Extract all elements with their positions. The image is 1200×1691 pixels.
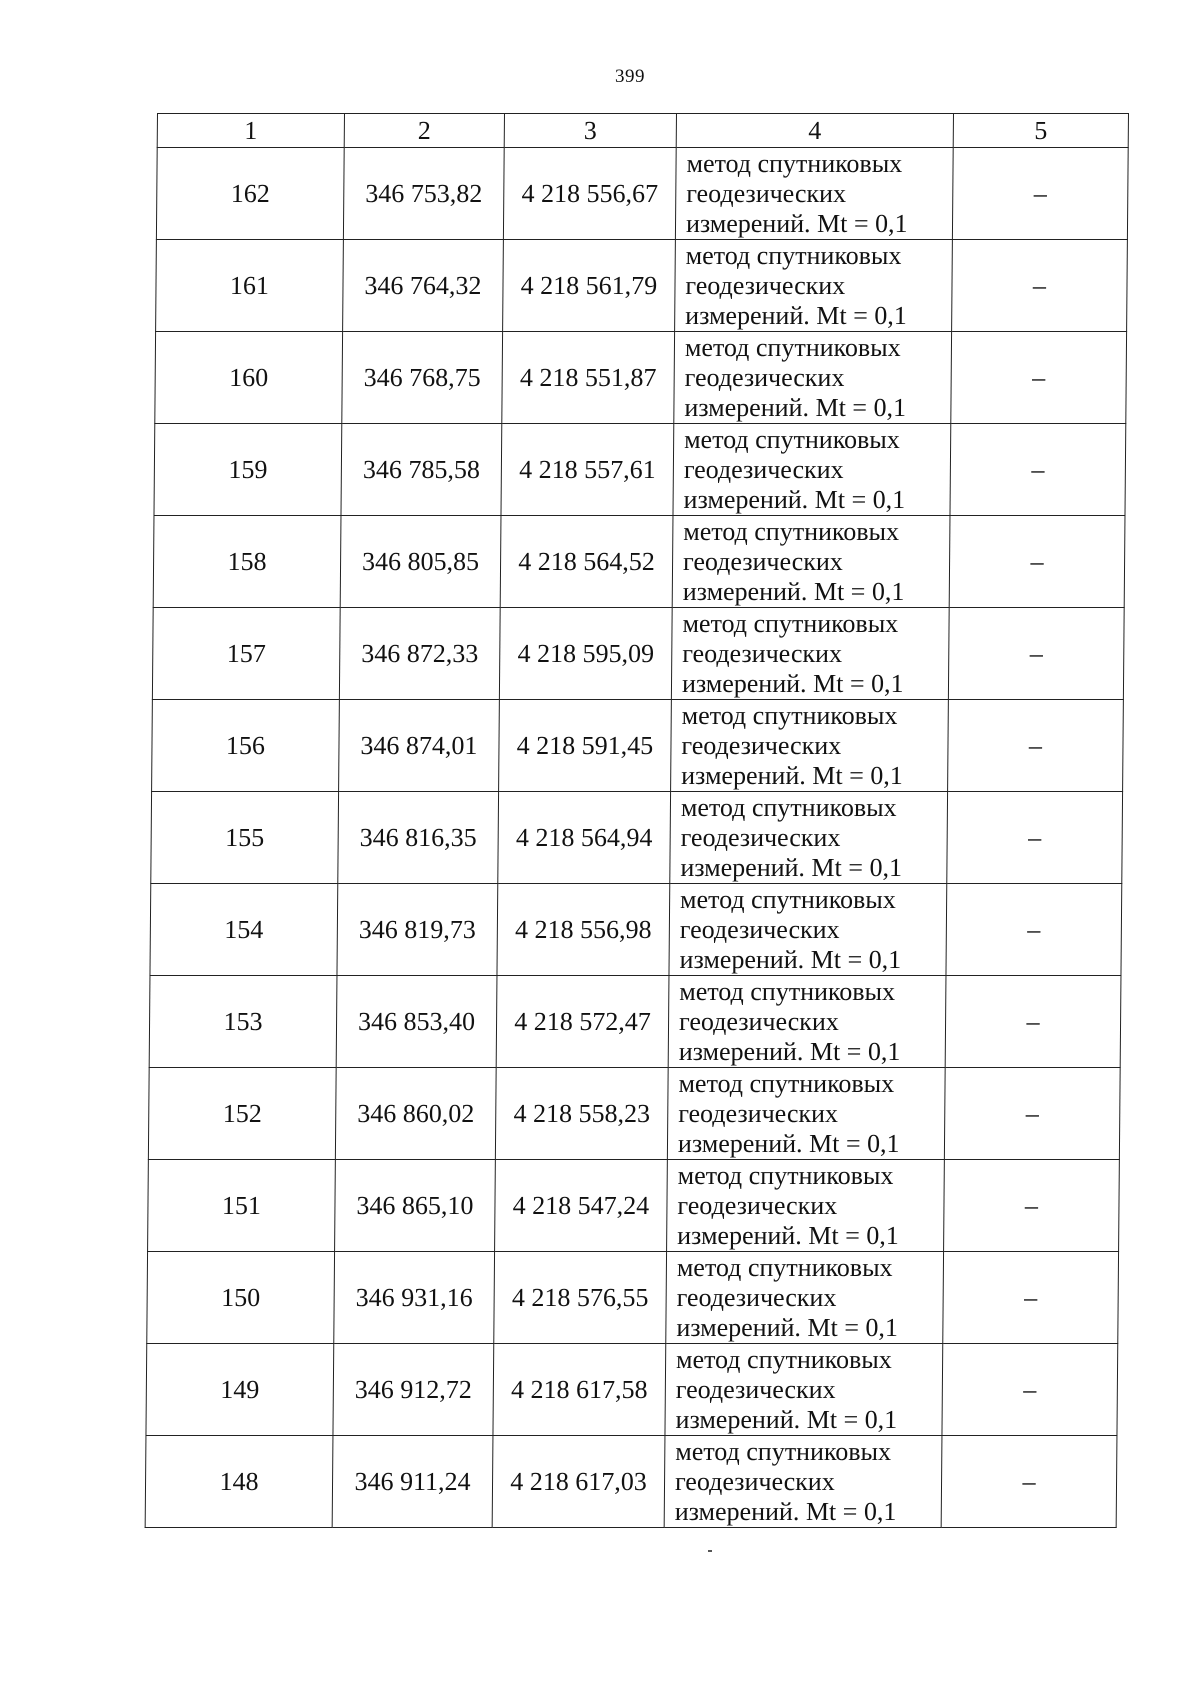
method-line: измерений. Mt = 0,1 <box>681 668 904 698</box>
method-line: метод спутниковых <box>682 608 899 638</box>
method-cell <box>669 884 947 976</box>
table-row <box>146 1344 1118 1436</box>
x-coordinate-cell: 346 785,58 <box>341 424 502 516</box>
method-cell <box>664 1436 942 1528</box>
x-coordinate-cell: 346 768,75 <box>342 332 503 424</box>
method-cell <box>667 1160 945 1252</box>
method-cell <box>665 1344 943 1436</box>
point-number-cell: 152 <box>148 1068 336 1160</box>
method-line: метод спутниковых <box>685 240 902 270</box>
x-coordinate-cell: 346 872,33 <box>339 608 500 700</box>
method-line: измерений. Mt = 0,1 <box>685 300 907 330</box>
y-coordinate-cell: 4 218 564,94 <box>498 792 671 884</box>
table-row <box>156 148 1128 240</box>
method-line: измерений. Mt = 0,1 <box>681 760 903 790</box>
y-coordinate-cell: 4 218 564,52 <box>500 516 673 608</box>
table-row <box>148 1160 1120 1252</box>
method-line: геодезических <box>682 638 843 668</box>
y-coordinate-cell: 4 218 576,55 <box>494 1252 667 1344</box>
method-line: измерений. Mt = 0,1 <box>676 1312 899 1342</box>
method-line: измерений. Mt = 0,1 <box>679 944 902 974</box>
method-line: геодезических <box>677 1190 838 1220</box>
x-coordinate-cell: 346 912,72 <box>333 1344 494 1436</box>
y-coordinate-cell: 4 218 617,03 <box>492 1436 665 1528</box>
point-number-cell: 153 <box>149 976 337 1068</box>
method-line: геодезических <box>679 914 840 944</box>
table-header <box>157 114 1128 148</box>
method-line: геодезических <box>685 270 846 300</box>
method-line: метод спутниковых <box>677 1160 894 1190</box>
x-coordinate-cell: 346 764,32 <box>343 240 504 332</box>
point-number-cell: 155 <box>151 792 339 884</box>
point-number-cell: 148 <box>145 1436 333 1528</box>
point-number-cell: 151 <box>148 1160 336 1252</box>
point-number-cell: 159 <box>154 424 342 516</box>
y-coordinate-cell: 4 218 561,79 <box>503 240 676 332</box>
table-row <box>149 976 1121 1068</box>
method-line: измерений. Mt = 0,1 <box>683 484 906 514</box>
note-cell: – <box>951 332 1127 424</box>
table-row <box>145 1436 1117 1528</box>
method-line: метод спутниковых <box>684 332 901 362</box>
header-row <box>157 114 1128 148</box>
note-cell: – <box>946 884 1122 976</box>
note-cell: – <box>944 1068 1120 1160</box>
method-line: метод спутниковых <box>676 1252 893 1282</box>
point-number-cell: 160 <box>155 332 343 424</box>
x-coordinate-cell: 346 865,10 <box>335 1160 496 1252</box>
method-cell <box>666 1252 944 1344</box>
method-line: геодезических <box>681 730 842 760</box>
method-line: метод спутниковых <box>680 792 897 822</box>
note-cell: – <box>948 608 1124 700</box>
method-line: геодезических <box>682 546 843 576</box>
y-coordinate-cell: 4 218 617,58 <box>493 1344 666 1436</box>
point-number-cell: 150 <box>147 1252 335 1344</box>
method-line: геодезических <box>675 1374 836 1404</box>
x-coordinate-cell: 346 819,73 <box>337 884 498 976</box>
table-row <box>153 516 1125 608</box>
method-line: метод спутниковых <box>683 516 900 546</box>
method-line: метод спутниковых <box>678 1068 895 1098</box>
method-line: метод спутниковых <box>679 976 896 1006</box>
scan-artifact <box>708 1550 712 1552</box>
y-coordinate-cell: 4 218 556,67 <box>503 148 676 240</box>
method-line: измерений. Mt = 0,1 <box>675 1404 898 1434</box>
point-number-cell: 156 <box>152 700 340 792</box>
page-number: 399 <box>615 66 645 87</box>
header-col-1: 1 <box>157 114 344 148</box>
table-row <box>147 1252 1119 1344</box>
method-line: геодезических <box>678 1098 839 1128</box>
point-number-cell: 154 <box>150 884 338 976</box>
method-line: метод спутниковых <box>675 1344 892 1374</box>
note-cell: – <box>941 1436 1117 1528</box>
method-line: геодезических <box>674 1466 835 1496</box>
coordinates-table <box>145 113 1129 1528</box>
table-row <box>150 884 1122 976</box>
note-cell: – <box>949 516 1125 608</box>
point-number-cell: 162 <box>156 148 344 240</box>
table-body <box>145 148 1128 1528</box>
method-line: геодезических <box>676 1282 837 1312</box>
point-number-cell: 149 <box>146 1344 334 1436</box>
method-line: метод спутниковых <box>686 148 903 178</box>
method-line: измерений. Mt = 0,1 <box>680 852 903 882</box>
x-coordinate-cell: 346 816,35 <box>338 792 499 884</box>
y-coordinate-cell: 4 218 547,24 <box>495 1160 668 1252</box>
method-line: метод спутниковых <box>680 884 896 914</box>
note-cell: – <box>943 1252 1119 1344</box>
method-cell <box>671 700 949 792</box>
x-coordinate-cell: 346 805,85 <box>340 516 501 608</box>
table-row <box>155 332 1127 424</box>
method-line: геодезических <box>678 1006 839 1036</box>
method-cell <box>668 976 946 1068</box>
y-coordinate-cell: 4 218 556,98 <box>497 884 670 976</box>
note-cell: – <box>952 148 1128 240</box>
method-line: геодезических <box>680 822 841 852</box>
header-col-4: 4 <box>676 114 953 148</box>
method-line: измерений. Mt = 0,1 <box>674 1496 897 1526</box>
method-line: измерений. Mt = 0,1 <box>677 1220 899 1250</box>
y-coordinate-cell: 4 218 595,09 <box>499 608 672 700</box>
method-line: метод спутниковых <box>675 1436 892 1466</box>
y-coordinate-cell: 4 218 572,47 <box>496 976 669 1068</box>
y-coordinate-cell: 4 218 557,61 <box>501 424 674 516</box>
table-row <box>151 792 1123 884</box>
note-cell: – <box>944 1160 1120 1252</box>
method-line: геодезических <box>683 454 844 484</box>
method-line: измерений. Mt = 0,1 <box>685 208 908 238</box>
header-col-5: 5 <box>953 114 1128 148</box>
x-coordinate-cell: 346 753,82 <box>343 148 504 240</box>
y-coordinate-cell: 4 218 558,23 <box>495 1068 668 1160</box>
table-row <box>152 700 1124 792</box>
table-row <box>156 240 1128 332</box>
header-col-3: 3 <box>504 114 676 148</box>
header-col-2: 2 <box>344 114 504 148</box>
x-coordinate-cell: 346 911,24 <box>332 1436 493 1528</box>
note-cell: – <box>952 240 1128 332</box>
point-number-cell: 158 <box>153 516 341 608</box>
x-coordinate-cell: 346 874,01 <box>339 700 500 792</box>
method-line: измерений. Mt = 0,1 <box>684 392 907 422</box>
table-row <box>154 424 1126 516</box>
method-line: геодезических <box>684 362 845 392</box>
y-coordinate-cell: 4 218 591,45 <box>499 700 672 792</box>
method-cell <box>670 792 948 884</box>
method-cell <box>672 516 950 608</box>
note-cell: – <box>948 700 1124 792</box>
method-cell <box>671 608 949 700</box>
method-cell <box>675 240 953 332</box>
x-coordinate-cell: 346 853,40 <box>336 976 497 1068</box>
method-cell <box>667 1068 945 1160</box>
note-cell: – <box>947 792 1123 884</box>
point-number-cell: 161 <box>156 240 344 332</box>
method-line: измерений. Mt = 0,1 <box>678 1036 901 1066</box>
note-cell: – <box>950 424 1126 516</box>
table-row <box>148 1068 1120 1160</box>
method-line: измерений. Mt = 0,1 <box>682 576 905 606</box>
method-line: метод спутниковых <box>681 700 898 730</box>
method-line: измерений. Mt = 0,1 <box>677 1128 900 1158</box>
method-cell <box>674 332 952 424</box>
x-coordinate-cell: 346 860,02 <box>335 1068 496 1160</box>
method-line: метод спутниковых <box>684 424 900 454</box>
y-coordinate-cell: 4 218 551,87 <box>502 332 675 424</box>
table-row <box>152 608 1124 700</box>
point-number-cell: 157 <box>152 608 340 700</box>
x-coordinate-cell: 346 931,16 <box>334 1252 495 1344</box>
note-cell: – <box>942 1344 1118 1436</box>
note-cell: – <box>945 976 1121 1068</box>
method-cell <box>673 424 951 516</box>
method-cell <box>675 148 953 240</box>
method-line: геодезических <box>686 178 847 208</box>
